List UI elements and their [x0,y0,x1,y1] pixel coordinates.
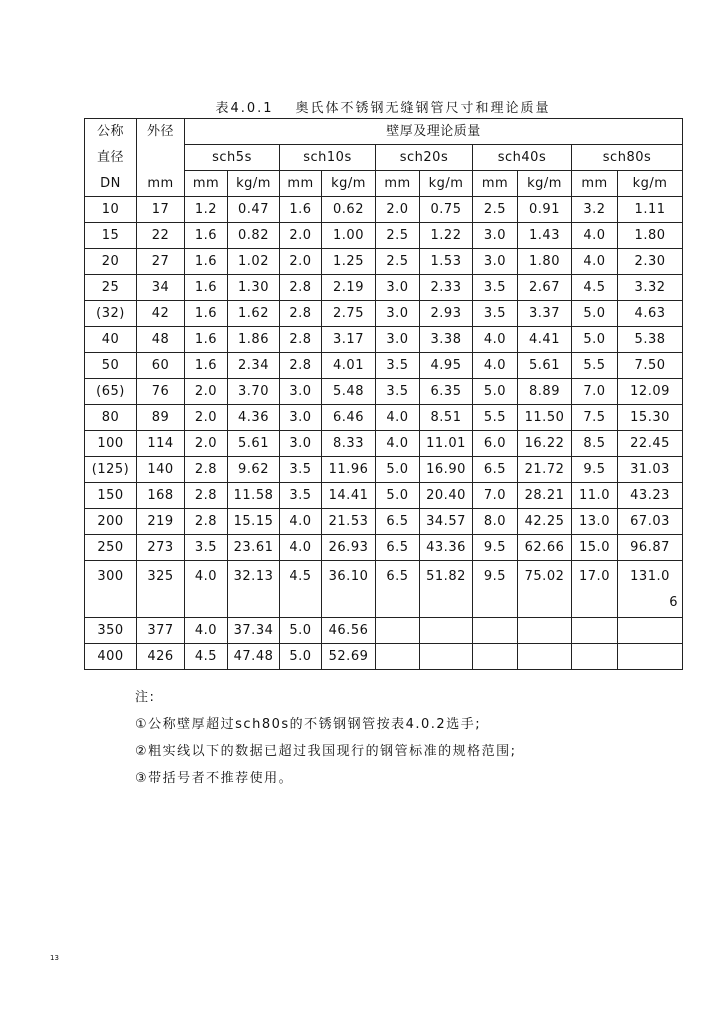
header-unit-mass: kg/m [618,171,683,197]
cell-wall-thickness: 7.0 [572,379,618,405]
cell-mass: 6.35 [420,379,473,405]
cell-wall-thickness: 6.5 [376,509,420,535]
cell-mass: 8.89 [518,379,572,405]
cell-mass: 0.91 [518,197,572,223]
cell-wall-thickness: 9.5 [572,457,618,483]
cell-empty [420,618,473,644]
table-row [85,561,683,618]
cell-outer-diameter: 76 [137,379,185,405]
cell-mass: 43.36 [420,535,473,561]
cell-nominal-size: 15 [85,223,137,249]
cell-outer-diameter: 325 [137,561,185,618]
cell-mass: 51.82 [420,561,473,618]
header-unit-thickness: mm [473,171,518,197]
cell-mass: 2.67 [518,275,572,301]
cell-empty [572,644,618,670]
cell-wall-thickness: 4.0 [473,353,518,379]
cell-mass: 32.13 [228,561,280,618]
cell-wall-thickness: 2.0 [185,431,228,457]
cell-mass: 1.62 [228,301,280,327]
cell-wall-thickness: 4.0 [280,535,322,561]
cell-mass: 1.22 [420,223,473,249]
cell-mass: 21.53 [322,509,376,535]
cell-mass: 31.03 [618,457,683,483]
cell-mass: 16.90 [420,457,473,483]
cell-mass: 16.22 [518,431,572,457]
header-unit-thickness: mm [185,171,228,197]
cell-mass: 37.34 [228,618,280,644]
cell-nominal-size: (65) [85,379,137,405]
notes [135,684,517,792]
cell-nominal-size: 250 [85,535,137,561]
cell-outer-diameter: 27 [137,249,185,275]
cell-mass: 6.46 [322,405,376,431]
cell-outer-diameter: 426 [137,644,185,670]
cell-mass: 22.45 [618,431,683,457]
cell-wall-thickness: 3.0 [376,301,420,327]
cell-mass: 5.61 [518,353,572,379]
cell-outer-diameter: 48 [137,327,185,353]
note-item: ②粗实线以下的数据已超过我国现行的钢管标准的规格范围; [135,744,517,759]
cell-mass: 7.50 [618,353,683,379]
note-item: ①公称壁厚超过sch80s的不锈钢钢管按表4.0.2选手; [135,717,482,732]
cell-empty [420,644,473,670]
cell-outer-diameter: 273 [137,535,185,561]
cell-wall-thickness: 3.0 [280,431,322,457]
cell-mass: 1.43 [518,223,572,249]
cell-wall-thickness: 5.5 [572,353,618,379]
cell-mass: 1.30 [228,275,280,301]
cell-wall-thickness: 7.0 [473,483,518,509]
cell-empty [473,618,518,644]
cell-wall-thickness: 11.0 [572,483,618,509]
cell-wall-thickness: 7.5 [572,405,618,431]
cell-wall-thickness: 2.0 [280,249,322,275]
cell-nominal-size: 20 [85,249,137,275]
cell-mass: 1.02 [228,249,280,275]
cell-wall-thickness: 3.5 [376,379,420,405]
notes-heading: 注: [135,690,156,705]
cell-mass: 1.11 [618,197,683,223]
cell-mass: 3.70 [228,379,280,405]
cell-wall-thickness: 5.0 [473,379,518,405]
cell-wall-thickness: 5.0 [280,618,322,644]
cell-nominal-size: 200 [85,509,137,535]
cell-wall-thickness: 4.0 [572,249,618,275]
cell-wall-thickness: 3.0 [280,405,322,431]
table-row [85,379,683,405]
cell-mass: 5.61 [228,431,280,457]
cell-wall-thickness: 9.5 [473,561,518,618]
table-caption: 奥氏体不锈钢无缝钢管尺寸和理论质量 [295,101,551,116]
cell-wall-thickness: 4.0 [376,405,420,431]
cell-wall-thickness: 8.5 [572,431,618,457]
cell-wall-thickness: 3.5 [473,301,518,327]
cell-wall-thickness: 3.0 [376,275,420,301]
cell-mass: 14.41 [322,483,376,509]
cell-outer-diameter: 89 [137,405,185,431]
cell-mass: 0.82 [228,223,280,249]
cell-wall-thickness: 2.5 [376,249,420,275]
cell-wall-thickness: 1.6 [185,327,228,353]
header-nominal-size-1: 公称 [85,119,137,145]
table-row [85,223,683,249]
cell-wall-thickness: 2.0 [376,197,420,223]
cell-mass: 47.48 [228,644,280,670]
cell-empty [376,644,420,670]
header-unit-mass: kg/m [420,171,473,197]
cell-wall-thickness: 1.6 [185,249,228,275]
cell-wall-thickness: 2.0 [185,405,228,431]
cell-wall-thickness: 1.6 [185,353,228,379]
header-schedule: sch10s [280,145,376,171]
cell-wall-thickness: 4.0 [185,618,228,644]
cell-mass: 1.80 [618,223,683,249]
cell-mass: 2.75 [322,301,376,327]
cell-empty [376,618,420,644]
table-row [85,618,683,644]
cell-outer-diameter: 60 [137,353,185,379]
table-row [85,535,683,561]
cell-mass: 8.33 [322,431,376,457]
cell-wall-thickness: 5.0 [376,483,420,509]
cell-mass: 26.93 [322,535,376,561]
cell-mass-line1: 131.0 [630,569,670,584]
cell-mass: 4.36 [228,405,280,431]
cell-mass: 3.17 [322,327,376,353]
table-title [84,97,682,116]
cell-wall-thickness: 2.8 [280,327,322,353]
cell-wall-thickness: 2.5 [376,223,420,249]
cell-mass: 28.21 [518,483,572,509]
table-row [85,509,683,535]
table-row [85,431,683,457]
cell-mass: 4.01 [322,353,376,379]
pipe-dimension-table [84,118,683,670]
cell-nominal-size: 10 [85,197,137,223]
cell-nominal-size: (125) [85,457,137,483]
cell-wall-thickness: 3.0 [473,223,518,249]
cell-wall-thickness: 1.6 [185,301,228,327]
cell-wall-thickness: 1.6 [280,197,322,223]
cell-nominal-size: 300 [85,561,137,618]
table-row [85,327,683,353]
cell-mass: 36.10 [322,561,376,618]
header-unit-thickness: mm [376,171,420,197]
header-od-unit: mm [137,171,185,197]
cell-wall-thickness: 2.8 [185,457,228,483]
cell-wall-thickness: 3.0 [376,327,420,353]
cell-wall-thickness: 5.0 [376,457,420,483]
cell-mass: 4.63 [618,301,683,327]
cell-wall-thickness: 5.0 [572,301,618,327]
cell-nominal-size: 150 [85,483,137,509]
header-nominal-size-2: 直径 [85,145,137,171]
cell-mass: 11.01 [420,431,473,457]
cell-mass-line2: 6 [669,595,679,610]
cell-outer-diameter: 377 [137,618,185,644]
header-dn-unit: DN [85,171,137,197]
cell-wall-thickness: 8.0 [473,509,518,535]
table-row [85,483,683,509]
cell-mass [618,561,683,618]
cell-mass: 8.51 [420,405,473,431]
cell-wall-thickness: 2.8 [280,353,322,379]
cell-mass: 2.30 [618,249,683,275]
cell-mass: 67.03 [618,509,683,535]
table-row [85,405,683,431]
cell-outer-diameter: 219 [137,509,185,535]
cell-mass: 43.23 [618,483,683,509]
cell-wall-thickness: 2.8 [185,483,228,509]
cell-nominal-size: 40 [85,327,137,353]
header-unit-mass: kg/m [518,171,572,197]
cell-wall-thickness: 1.2 [185,197,228,223]
cell-wall-thickness: 6.5 [473,457,518,483]
cell-wall-thickness: 3.0 [473,249,518,275]
cell-wall-thickness: 3.5 [185,535,228,561]
cell-mass: 46.56 [322,618,376,644]
header-outer-diameter-blank [137,145,185,171]
cell-empty [572,618,618,644]
cell-wall-thickness: 1.6 [185,223,228,249]
cell-wall-thickness: 4.0 [572,223,618,249]
cell-mass: 23.61 [228,535,280,561]
cell-empty [618,644,683,670]
cell-wall-thickness: 2.8 [280,275,322,301]
header-schedule: sch5s [185,145,280,171]
table-row [85,353,683,379]
cell-mass: 11.50 [518,405,572,431]
table-row [85,275,683,301]
header-wall-group: 壁厚及理论质量 [185,119,683,145]
cell-mass: 75.02 [518,561,572,618]
cell-wall-thickness: 4.0 [473,327,518,353]
cell-wall-thickness: 17.0 [572,561,618,618]
cell-mass: 5.38 [618,327,683,353]
cell-mass: 12.09 [618,379,683,405]
cell-outer-diameter: 34 [137,275,185,301]
cell-wall-thickness: 13.0 [572,509,618,535]
cell-empty [518,618,572,644]
cell-wall-thickness: 3.5 [473,275,518,301]
cell-mass: 2.93 [420,301,473,327]
header-unit-mass: kg/m [228,171,280,197]
cell-empty [518,644,572,670]
cell-mass: 15.30 [618,405,683,431]
cell-mass: 52.69 [322,644,376,670]
table-row [85,644,683,670]
cell-wall-thickness: 6.0 [473,431,518,457]
cell-nominal-size: 50 [85,353,137,379]
cell-mass: 5.48 [322,379,376,405]
cell-wall-thickness: 9.5 [473,535,518,561]
cell-mass: 11.58 [228,483,280,509]
header-row-3 [85,171,683,197]
cell-outer-diameter: 17 [137,197,185,223]
cell-nominal-size: 350 [85,618,137,644]
cell-mass: 0.75 [420,197,473,223]
header-schedule: sch80s [572,145,683,171]
cell-wall-thickness: 5.0 [572,327,618,353]
header-schedule: sch20s [376,145,473,171]
header-unit-mass: kg/m [322,171,376,197]
cell-mass: 4.95 [420,353,473,379]
cell-mass: 42.25 [518,509,572,535]
cell-wall-thickness: 4.5 [572,275,618,301]
cell-mass: 1.53 [420,249,473,275]
cell-nominal-size: 80 [85,405,137,431]
cell-wall-thickness: 2.0 [280,223,322,249]
cell-wall-thickness: 3.0 [280,379,322,405]
cell-wall-thickness: 4.5 [280,561,322,618]
cell-mass: 21.72 [518,457,572,483]
cell-mass: 1.25 [322,249,376,275]
cell-mass: 3.32 [618,275,683,301]
cell-nominal-size: 100 [85,431,137,457]
cell-outer-diameter: 140 [137,457,185,483]
table-row [85,301,683,327]
cell-wall-thickness: 2.0 [185,379,228,405]
cell-wall-thickness: 4.0 [185,561,228,618]
cell-mass: 3.37 [518,301,572,327]
table-row [85,457,683,483]
cell-mass: 62.66 [518,535,572,561]
cell-mass: 1.80 [518,249,572,275]
cell-outer-diameter: 168 [137,483,185,509]
cell-wall-thickness: 2.8 [280,301,322,327]
cell-wall-thickness: 3.2 [572,197,618,223]
cell-mass: 2.34 [228,353,280,379]
cell-mass: 11.96 [322,457,376,483]
cell-wall-thickness: 4.0 [280,509,322,535]
cell-mass: 4.41 [518,327,572,353]
cell-mass: 0.62 [322,197,376,223]
cell-nominal-size: 400 [85,644,137,670]
cell-wall-thickness: 4.5 [185,644,228,670]
cell-mass: 15.15 [228,509,280,535]
header-row-1 [85,119,683,145]
cell-wall-thickness: 4.0 [376,431,420,457]
table-number: 表4.0.1 [215,101,274,116]
header-outer-diameter: 外径 [137,119,185,145]
cell-wall-thickness: 6.5 [376,535,420,561]
cell-empty [618,618,683,644]
table-row [85,197,683,223]
header-schedule: sch40s [473,145,572,171]
cell-mass: 1.86 [228,327,280,353]
cell-mass: 20.40 [420,483,473,509]
cell-nominal-size: (32) [85,301,137,327]
cell-wall-thickness: 2.8 [185,509,228,535]
header-row-2 [85,145,683,171]
cell-wall-thickness: 15.0 [572,535,618,561]
page-number: 13 [50,954,59,962]
cell-empty [473,644,518,670]
header-unit-thickness: mm [572,171,618,197]
cell-wall-thickness: 1.6 [185,275,228,301]
cell-wall-thickness: 3.5 [280,483,322,509]
cell-mass: 96.87 [618,535,683,561]
table-row [85,249,683,275]
cell-mass: 3.38 [420,327,473,353]
note-item: ③带括号者不推荐使用。 [135,771,294,786]
cell-outer-diameter: 114 [137,431,185,457]
cell-mass: 2.33 [420,275,473,301]
cell-wall-thickness: 2.5 [473,197,518,223]
cell-wall-thickness: 5.0 [280,644,322,670]
cell-mass: 0.47 [228,197,280,223]
cell-outer-diameter: 22 [137,223,185,249]
cell-nominal-size: 25 [85,275,137,301]
cell-outer-diameter: 42 [137,301,185,327]
cell-wall-thickness: 6.5 [376,561,420,618]
cell-mass: 1.00 [322,223,376,249]
cell-mass: 9.62 [228,457,280,483]
cell-mass: 2.19 [322,275,376,301]
header-unit-thickness: mm [280,171,322,197]
cell-mass: 34.57 [420,509,473,535]
cell-wall-thickness: 5.5 [473,405,518,431]
cell-wall-thickness: 3.5 [280,457,322,483]
cell-wall-thickness: 3.5 [376,353,420,379]
